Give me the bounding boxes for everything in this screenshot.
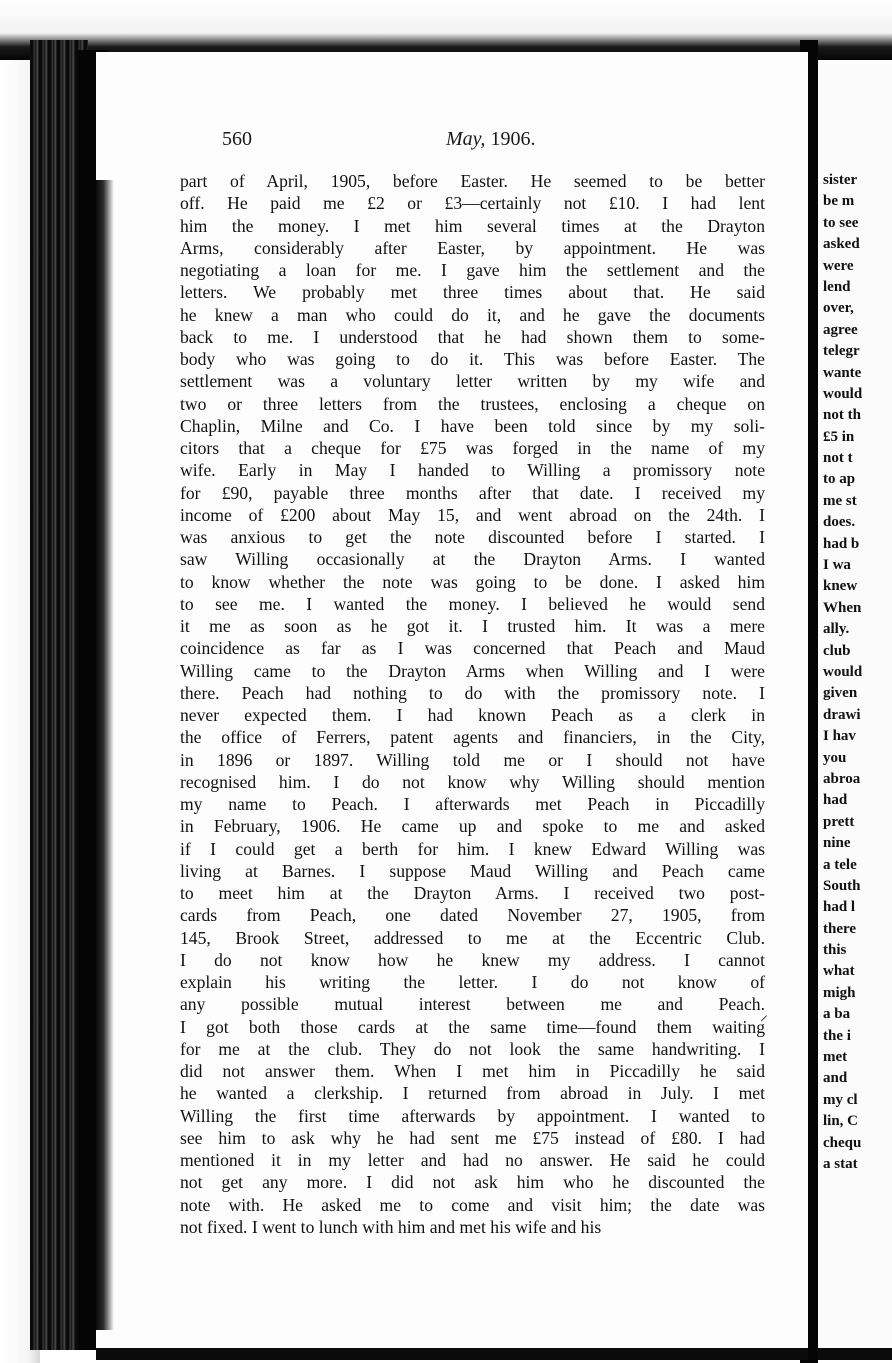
title-year: 1906. [490, 128, 536, 150]
text-line: see him to ask why he had sent me £75 instead of £80. I had [180, 1127, 765, 1148]
text-line: in February, 1906. He came up and spoke to me and asked [180, 816, 765, 837]
right-page-line: not t [823, 450, 853, 467]
right-page-line: knew [823, 578, 858, 595]
text-line: part of April, 1905, before Easter. He seemed to be better [180, 171, 765, 191]
text-line: back to me. I understood that he had shown them to some- [180, 326, 765, 347]
text-line: recognised him. I do not know why Willing should mention [180, 771, 765, 792]
text-line: living at Barnes. I suppose Maud Willing and Peach came [180, 860, 765, 881]
text-line: letters. We probably met three times about that. He said [180, 282, 765, 303]
right-page-line: lend [823, 278, 851, 295]
text-line: never expected them. I had known Peach as a clerk in [180, 705, 765, 725]
text-line: if I could get a berth for him. I knew Edward Willing was [180, 838, 765, 859]
text-line: Willing came to the Drayton Arms when Willing and I were [180, 660, 765, 681]
right-page-line: me st [823, 492, 857, 509]
text-line: body who was going to do it. This was before Easter. The [180, 349, 765, 369]
right-page-line: does. [823, 514, 856, 531]
right-page-line: to see [823, 214, 859, 231]
body-text [180, 170, 765, 1238]
text-line: I got both those cards at the same time—found them waiting [180, 1016, 765, 1037]
right-page-line: not th [823, 407, 861, 424]
text-line: mentioned it in my letter and had no answer. He said he could [180, 1150, 765, 1170]
text-line: he wanted a clerkship. I returned from abroad in July. I met [180, 1083, 765, 1104]
right-page-line: a ba [823, 1006, 851, 1023]
text-line: it me as soon as he got it. I trusted him. It was a mere [180, 616, 765, 636]
right-page-line: wante [823, 364, 862, 381]
text-line: not fixed. I went to lunch with him and met his wife and his [180, 1216, 602, 1237]
text-line: Arms, considerably after Easter, by appointment. He was [180, 237, 765, 258]
right-page-line: ally. [823, 621, 850, 638]
text-line: the office of Ferrers, patent agents and financiers, in the City, [180, 727, 765, 748]
text-line: income of £200 about May 15, and went abroad on the 24th. I [180, 504, 765, 525]
right-page-line: chequ [823, 1134, 862, 1151]
right-page-line: the i [823, 1027, 851, 1044]
text-line: did not answer them. When I met him in Piccadilly he said [180, 1061, 765, 1081]
text-line: note with. He asked me to come and visit him; the date was [180, 1194, 765, 1215]
text-line: my name to Peach. I afterwards met Peach in Piccadilly [180, 794, 765, 814]
page-title [446, 128, 535, 151]
page-shadow [96, 180, 114, 1330]
right-page-line: be m [823, 193, 855, 210]
text-line: him the money. I met him several times at the Drayton [180, 215, 765, 236]
text-line: citors that a cheque for £75 was forged in the name of my [180, 438, 765, 458]
text-line: two or three letters from the trustees, enclosing a cheque on [180, 393, 765, 414]
right-page-line: had b [823, 535, 860, 552]
right-page-line: When [823, 599, 862, 616]
text-line: I do not know how he knew my address. I cannot [180, 949, 765, 970]
text-line: to meet him at the Drayton Arms. I received two post- [180, 883, 765, 903]
scan-top-edge [0, 0, 892, 60]
text-line: coincidence as far as I was concerned that Peach and Maud [180, 638, 765, 659]
right-page-line: asked [823, 236, 860, 253]
right-page-line: would [823, 385, 863, 402]
title-month: May, [446, 128, 486, 150]
margin-tick-mark: ⸝ [760, 1007, 769, 1024]
right-page-line: agree [823, 321, 858, 338]
right-page-line: I hav [823, 728, 856, 745]
right-page-line: what [823, 963, 855, 980]
text-line: there. Peach had nothing to do with the promissory note. I [180, 682, 765, 703]
text-line: 145, Brook Street, addressed to me at the Eccentric Club. [180, 927, 765, 948]
right-page-line: nine [823, 835, 851, 852]
right-page-line: abroa [823, 770, 861, 787]
right-page-line: sister [823, 172, 858, 188]
right-page-line: prett [823, 813, 855, 830]
text-line: to see me. I wanted the money. I believed he would send [180, 593, 765, 614]
text-line: was anxious to get the note discounted before I started. I [180, 527, 765, 547]
page-number: 560 [222, 128, 252, 150]
text-line: explain his writing the letter. I do not know of [180, 972, 765, 992]
text-line: to know whether the note was going to be done. I asked him [180, 571, 765, 592]
right-page-line: South [823, 877, 861, 894]
right-page-line: a stat [823, 1155, 858, 1172]
text-line: he knew a man who could do it, and he gave the documents [180, 304, 765, 325]
right-page-line: club [823, 642, 851, 659]
right-page-text [823, 170, 892, 1175]
text-line: settlement was a voluntary letter written by my wife and [180, 371, 765, 392]
right-page-line: my cl [823, 1091, 858, 1108]
right-page-line: over, [823, 300, 854, 317]
right-page-line: there [823, 920, 857, 937]
text-line: any possible mutual interest between me and Peach. [180, 994, 765, 1015]
text-line: not get any more. I did not ask him who he discounted the [180, 1172, 765, 1193]
right-page-line: lin, C [823, 1113, 859, 1130]
text-line: saw Willing occasionally at the Drayton Arms. I wanted [180, 549, 765, 570]
text-line: off. He paid me £2 or £3—certainly not £10. I had lent [180, 193, 765, 214]
right-page-line: a tele [823, 856, 857, 873]
text-line: Chaplin, Milne and Co. I have been told since by my soli- [180, 415, 765, 436]
right-page-line: had l [823, 899, 856, 916]
running-head [222, 128, 552, 158]
right-page-line: telegr [823, 343, 860, 360]
text-line: for me at the club. They do not look the same handwriting. I [180, 1038, 765, 1059]
right-page-line: had [823, 792, 848, 809]
right-page-line: drawi [823, 706, 861, 723]
right-page-line: would [823, 663, 863, 680]
right-page-line: migh [823, 984, 856, 1001]
text-line: wife. Early in May I handed to Willing a promissory note [180, 460, 765, 481]
text-line: cards from Peach, one dated November 27, 1905, from [180, 905, 765, 926]
right-page-line: this [823, 942, 847, 959]
right-page-line: given [823, 685, 858, 702]
right-page-line: I wa [823, 557, 851, 574]
right-page-line: to ap [823, 471, 856, 488]
right-page-line: you [823, 749, 847, 766]
right-page-line: £5 in [823, 428, 855, 445]
right-page-line: met [823, 1049, 848, 1066]
text-line: in 1896 or 1897. Willing told me or I should not have [180, 749, 765, 770]
right-page-line: and [823, 1070, 848, 1087]
text-line: Willing the first time afterwards by appointment. I wanted to [180, 1105, 765, 1126]
text-line: negotiating a loan for me. I gave him the settlement and the [180, 260, 765, 280]
right-page-line: were [823, 257, 854, 274]
text-line: for £90, payable three months after that date. I received my [180, 482, 765, 503]
